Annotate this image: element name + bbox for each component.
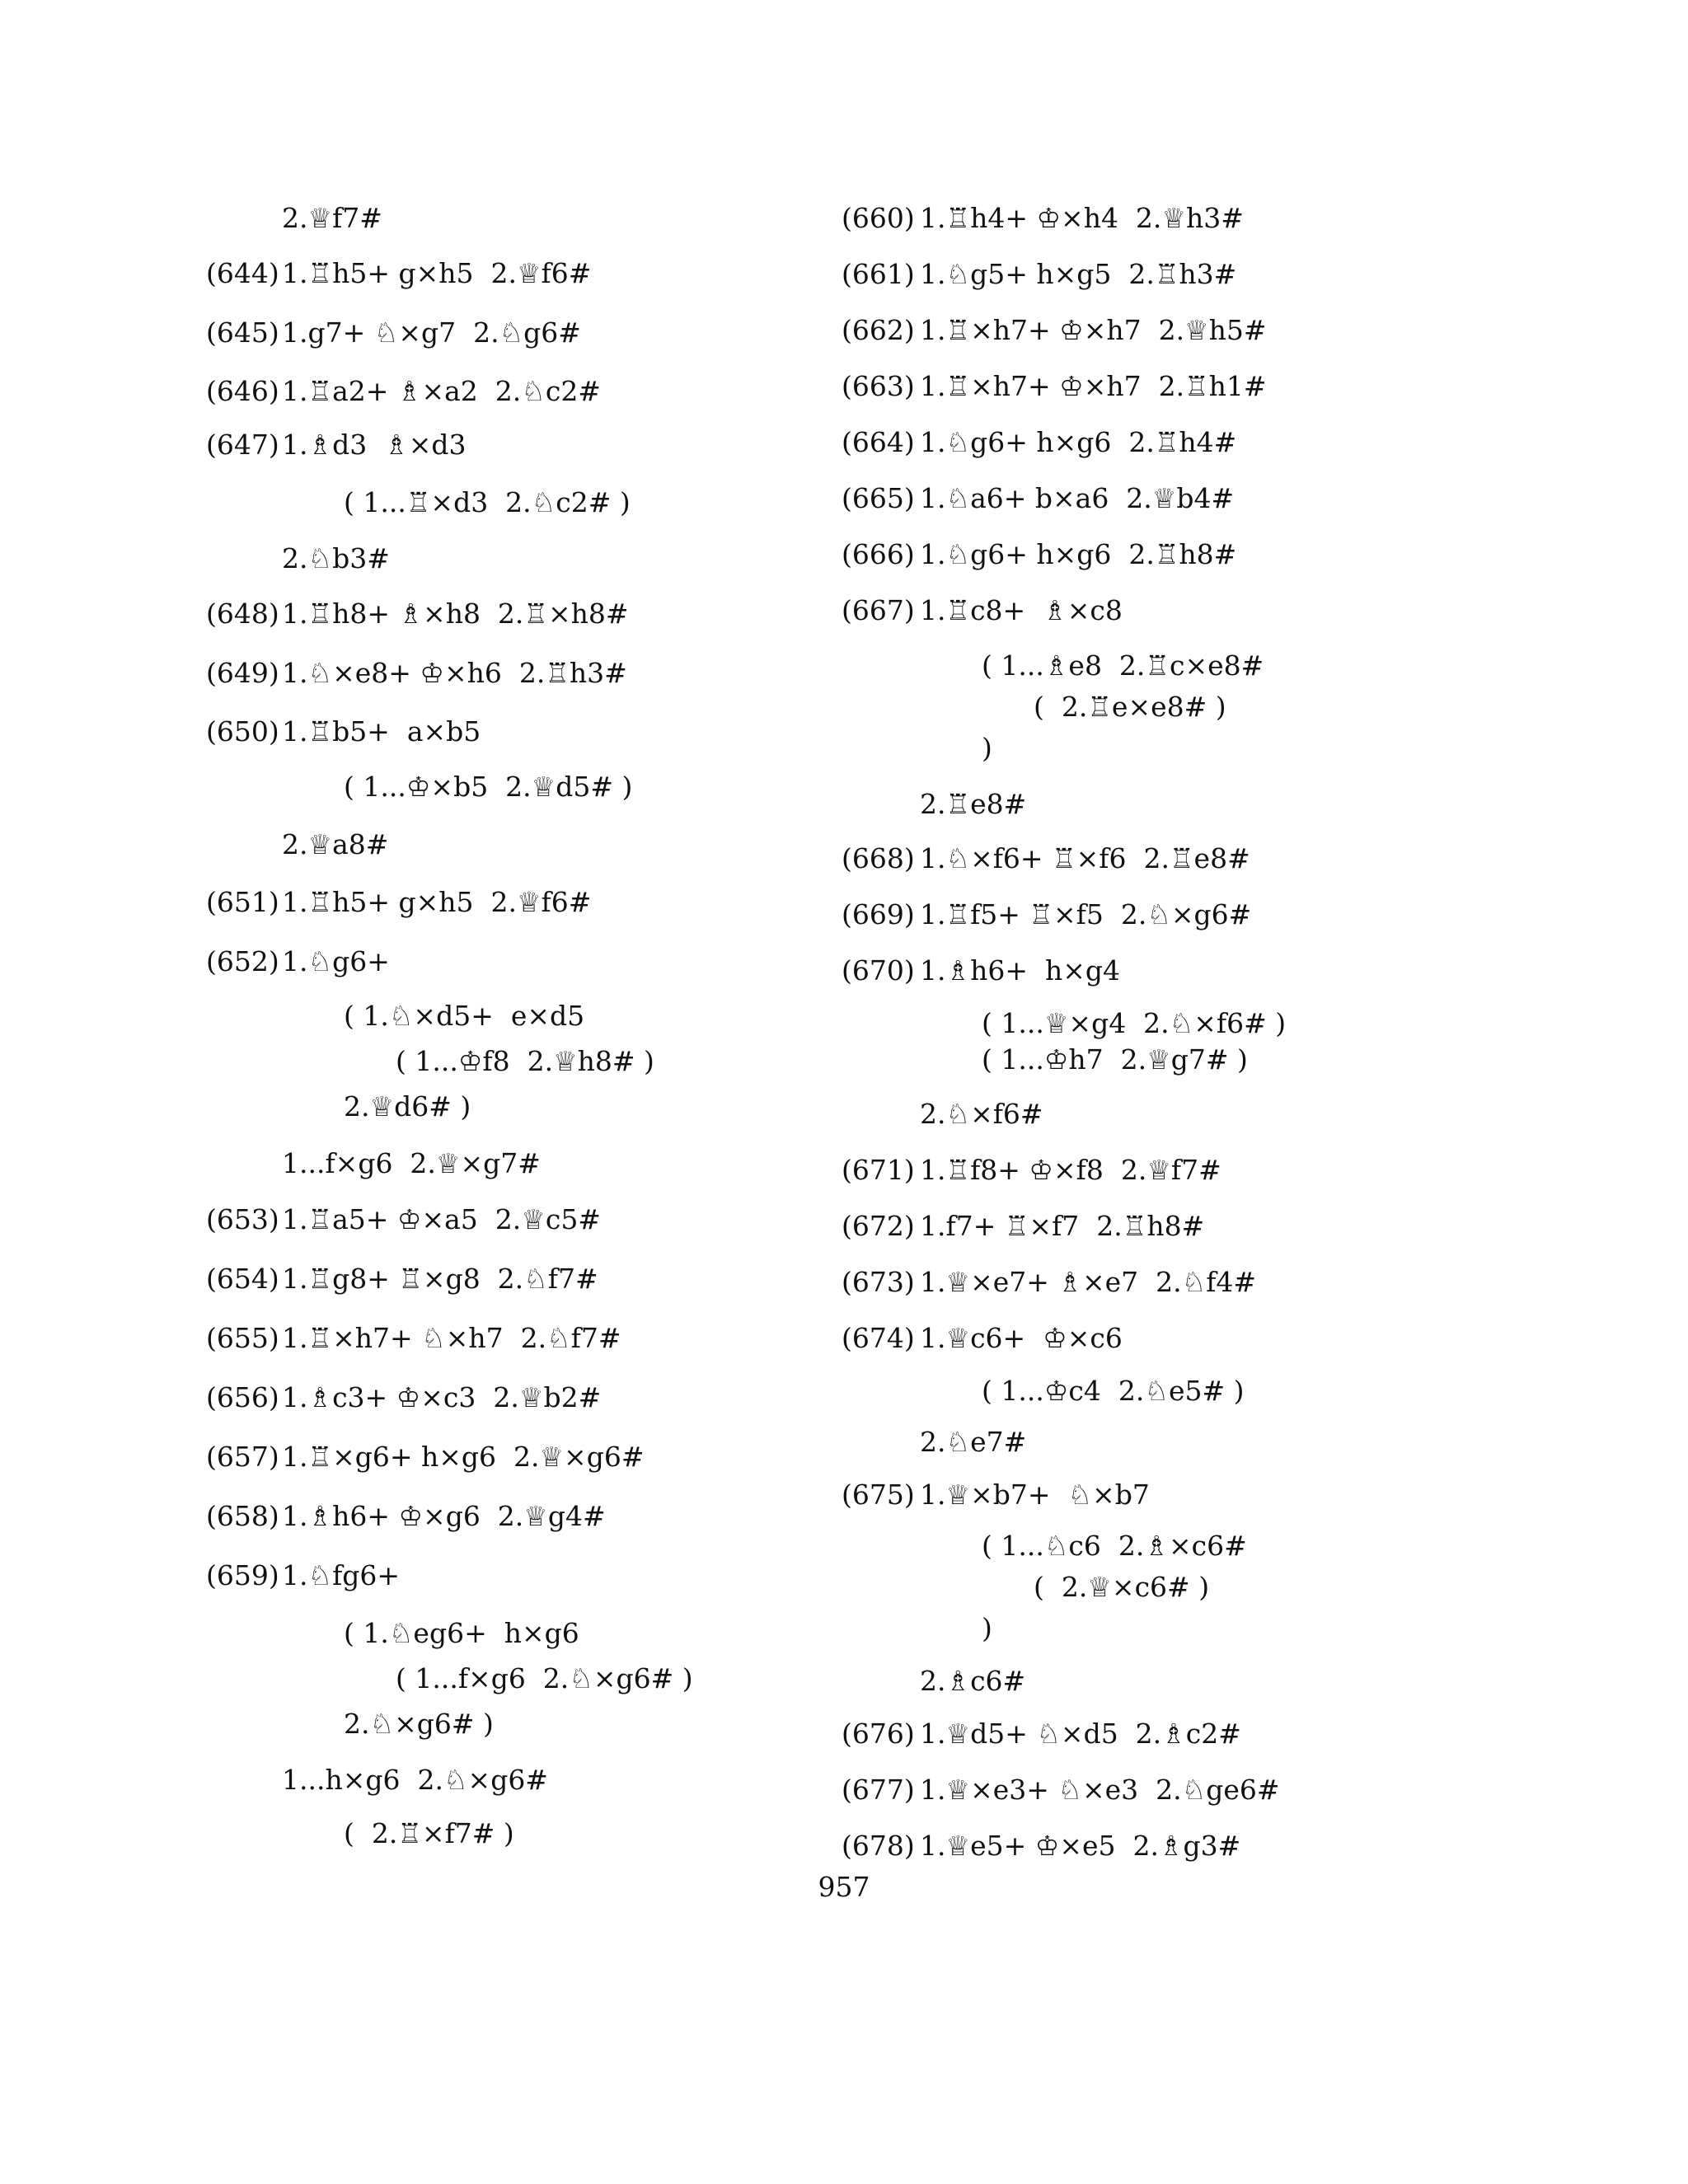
problem-number: (657) xyxy=(206,1441,279,1473)
solution-line: 2.♘×f6# xyxy=(920,1098,1043,1130)
problem-number: (667) xyxy=(842,594,915,626)
problem-number: (645) xyxy=(206,316,279,349)
problem-number: (675) xyxy=(842,1479,915,1511)
solution-line: 1.♗d3 ♗×d3 xyxy=(282,429,467,461)
solution-line: 1.♘fg6+ xyxy=(282,1559,401,1591)
solution-line: 1.♖b5+ a×b5 xyxy=(282,715,481,748)
solution-line: 2.♗c6# xyxy=(920,1665,1026,1697)
solution-line: 1.♕d5+ ♘×d5 2.♗c2# xyxy=(920,1718,1241,1750)
solution-line: 1.♘g6+ h×g6 2.♖h8# xyxy=(920,538,1237,570)
problem-number: (646) xyxy=(206,375,279,407)
solution-line: 1.♖f8+ ♔×f8 2.♕f7# xyxy=(920,1154,1221,1186)
problem-number: (674) xyxy=(842,1322,915,1354)
solution-line: 1.♘g6+ h×g6 2.♖h4# xyxy=(920,426,1237,458)
solution-line: 1.♖×h7+ ♔×h7 2.♕h5# xyxy=(920,314,1267,346)
problem-number: (677) xyxy=(842,1774,915,1806)
solution-line: ( 2.♖e×e8# ) xyxy=(1034,691,1226,723)
solution-line: 2.♕f7# xyxy=(282,202,382,234)
solution-line: 1.♖×h7+ ♔×h7 2.♖h1# xyxy=(920,370,1267,402)
solution-line: ( 1...♔h7 2.♕g7# ) xyxy=(982,1043,1248,1076)
solution-line: 2.♖e8# xyxy=(920,788,1027,820)
solution-line: ( 1...♗e8 2.♖c×e8# xyxy=(982,649,1264,682)
solution-line: ( 2.♕×c6# ) xyxy=(1034,1571,1210,1603)
solution-line: 1.♖g8+ ♖×g8 2.♘f7# xyxy=(282,1263,598,1295)
solution-line: 1.g7+ ♘×g7 2.♘g6# xyxy=(282,316,581,349)
solution-line: 1.♖h8+ ♗×h8 2.♖×h8# xyxy=(282,598,629,630)
problem-number: (670) xyxy=(842,954,915,987)
problem-number: (665) xyxy=(842,482,915,514)
solution-line: 1.♕c6+ ♔×c6 xyxy=(920,1322,1123,1354)
solution-line: 1.♘×f6+ ♖×f6 2.♖e8# xyxy=(920,842,1250,874)
problem-number: (662) xyxy=(842,314,915,346)
page-number: 957 xyxy=(818,1871,870,1903)
solution-line: 1.♘g6+ xyxy=(282,945,390,977)
solution-line: ( 1...♖×d3 2.♘c2# ) xyxy=(344,486,631,518)
solution-line: ( 1...♕×g4 2.♘×f6# ) xyxy=(982,1007,1287,1039)
problem-number: (644) xyxy=(206,257,279,289)
solution-line: ( 1.♘×d5+ e×d5 xyxy=(344,1000,585,1032)
problem-number: (664) xyxy=(842,426,915,458)
problem-number: (669) xyxy=(842,898,915,930)
solution-line: 1.♕×e3+ ♘×e3 2.♘ge6# xyxy=(920,1774,1280,1806)
solution-line: 1.♗h6+ ♔×g6 2.♕g4# xyxy=(282,1500,606,1532)
solution-line: 2.♘×g6# ) xyxy=(344,1708,494,1740)
solution-line: 1.♖a2+ ♗×a2 2.♘c2# xyxy=(282,375,601,407)
problem-number: (652) xyxy=(206,945,279,977)
problem-number: (672) xyxy=(842,1210,915,1242)
solution-line: 1.♖f5+ ♖×f5 2.♘×g6# xyxy=(920,898,1252,930)
solution-line: 2.♘e7# xyxy=(920,1426,1027,1458)
solution-line: 1.♖a5+ ♔×a5 2.♕c5# xyxy=(282,1203,601,1235)
problem-number: (648) xyxy=(206,598,279,630)
problem-number: (676) xyxy=(842,1718,915,1750)
solution-line: 1.♗c3+ ♔×c3 2.♕b2# xyxy=(282,1381,602,1413)
problem-number: (671) xyxy=(842,1154,915,1186)
solution-line: ( 1...♘c6 2.♗×c6# xyxy=(982,1530,1247,1562)
solution-line: ( 1...♔f8 2.♕h8# ) xyxy=(396,1045,654,1077)
solution-line: 1.♕×b7+ ♘×b7 xyxy=(920,1479,1150,1511)
problem-number: (650) xyxy=(206,715,279,748)
solution-line: 1.♖c8+ ♗×c8 xyxy=(920,594,1123,626)
solution-line: ( 2.♖×f7# ) xyxy=(344,1817,514,1849)
problem-number: (653) xyxy=(206,1203,279,1235)
solution-line: ) xyxy=(982,732,992,764)
problem-number: (666) xyxy=(842,538,915,570)
problem-number: (661) xyxy=(842,258,915,290)
solution-line: 1.♖h5+ g×h5 2.♕f6# xyxy=(282,257,592,289)
problem-number: (649) xyxy=(206,657,279,689)
solution-line: 1.♖h4+ ♔×h4 2.♕h3# xyxy=(920,202,1244,234)
problem-number: (678) xyxy=(842,1830,915,1862)
problem-number: (668) xyxy=(842,842,915,874)
solution-line: 1.♕e5+ ♔×e5 2.♗g3# xyxy=(920,1830,1241,1862)
solution-line: ) xyxy=(982,1612,992,1644)
solution-line: 1.f7+ ♖×f7 2.♖h8# xyxy=(920,1210,1205,1242)
solution-line: 1...f×g6 2.♕×g7# xyxy=(282,1147,541,1179)
problem-number: (647) xyxy=(206,429,279,461)
problem-number: (660) xyxy=(842,202,915,234)
solution-line: ( 1...♔c4 2.♘e5# ) xyxy=(982,1375,1245,1407)
solution-line: 1...h×g6 2.♘×g6# xyxy=(282,1764,548,1796)
solution-line: ( 1.♘eg6+ h×g6 xyxy=(344,1617,579,1649)
problem-number: (659) xyxy=(206,1559,279,1591)
solution-line: 2.♕d6# ) xyxy=(344,1090,471,1122)
problem-number: (658) xyxy=(206,1500,279,1532)
solution-line: 2.♕a8# xyxy=(282,828,389,860)
problem-number: (673) xyxy=(842,1266,915,1298)
solution-line: 1.♖×h7+ ♘×h7 2.♘f7# xyxy=(282,1322,621,1354)
problem-number: (654) xyxy=(206,1263,279,1295)
problem-number: (651) xyxy=(206,886,279,918)
solution-line: 1.♘g5+ h×g5 2.♖h3# xyxy=(920,258,1237,290)
solution-line: 1.♘×e8+ ♔×h6 2.♖h3# xyxy=(282,657,627,689)
solution-line: 1.♗h6+ h×g4 xyxy=(920,954,1120,987)
solution-line: 1.♖×g6+ h×g6 2.♕×g6# xyxy=(282,1441,645,1473)
problem-number: (663) xyxy=(842,370,915,402)
solution-line: 1.♕×e7+ ♗×e7 2.♘f4# xyxy=(920,1266,1257,1298)
problem-number: (656) xyxy=(206,1381,279,1413)
solution-line: 2.♘b3# xyxy=(282,542,390,574)
solution-line: 1.♖h5+ g×h5 2.♕f6# xyxy=(282,886,592,918)
problem-number: (655) xyxy=(206,1322,279,1354)
solution-line: ( 1...f×g6 2.♘×g6# ) xyxy=(396,1662,693,1694)
solution-line: 1.♘a6+ b×a6 2.♕b4# xyxy=(920,482,1235,514)
solution-line: ( 1...♔×b5 2.♕d5# ) xyxy=(344,771,633,803)
